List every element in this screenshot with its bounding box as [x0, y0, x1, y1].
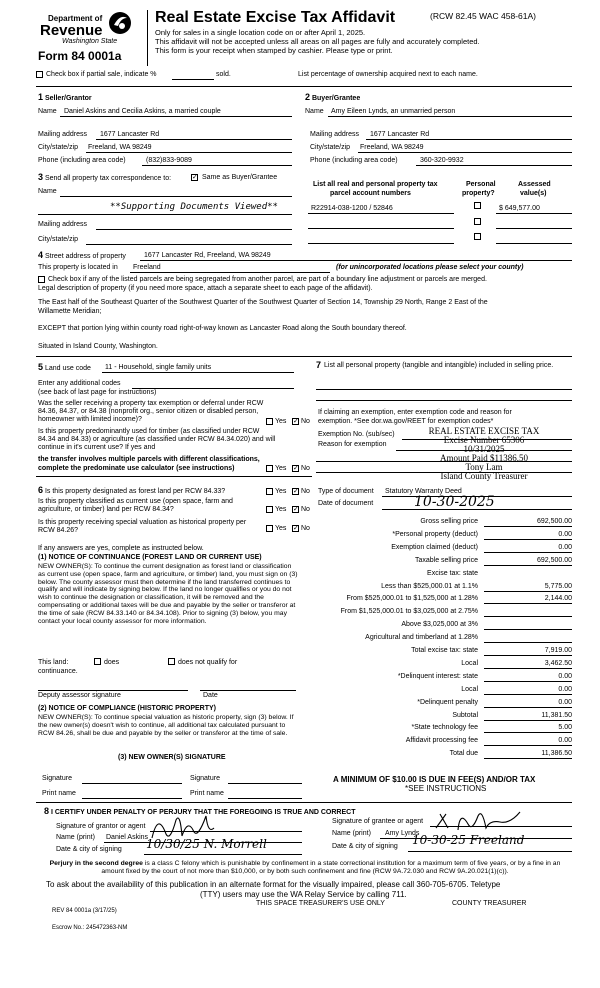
tax-row-line [484, 616, 572, 617]
street-line [140, 260, 572, 261]
personal-property-checkbox-3[interactable] [474, 233, 481, 240]
buyer-city-value[interactable]: Freeland, WA 98249 [360, 144, 424, 151]
stamp-treasurer-title: Island County Treasurer [440, 471, 528, 481]
q2-yes-label: Yes [275, 465, 287, 472]
new-owner-print-label-2: Print name [190, 790, 224, 797]
assessed-line-3 [496, 243, 572, 244]
seller-section-label: Seller/Grantor [44, 95, 92, 102]
tax-row-line [484, 655, 572, 656]
q2-no-checkbox[interactable]: ✓ [293, 465, 299, 472]
stamp-treasurer-name: Tony Lam [465, 462, 503, 472]
timber-agri-question: Is this property predominantly used for timber (as classified under RCW 84.34 and 84.33) or agriculture (as classified under RCW 84.34.020) and will continue in it's current use? If yes and [38, 428, 276, 452]
buyer-city-label: City/state/zip [310, 144, 351, 151]
partial-sale-checkbox[interactable] [36, 71, 43, 78]
state-label: Washington State [62, 38, 118, 45]
tax-row-line [484, 745, 572, 746]
grantor-date-label: Date & city of signing [56, 846, 122, 853]
seller-phone-label: Phone (including area code) [38, 157, 126, 164]
historic-no-label: No [301, 525, 310, 532]
perjury-notice-text: is a class C felony which is punishable by confinement in a state correctional institution for a maximum term of five years, or by a fine in an amount fixed by the court of not more than $10,000, or by both such confinement and fine (RCW 9A.72.030 and RCW 9A.20.021(1)(c)). [101, 860, 561, 875]
additional-codes-label: Enter any additional codes [38, 380, 121, 387]
tax-row-value[interactable]: 3,462.50 [544, 659, 572, 667]
buyer-phone-label: Phone (including area code) [310, 157, 398, 164]
grantee-sig-label: Signature of grantee or agent [332, 818, 424, 825]
stamp-line-1: REAL ESTATE EXCISE TAX [428, 426, 540, 436]
grantee-date-value[interactable]: 10-30-25 Freeland [412, 833, 525, 847]
exemption-deferral-question: Was the seller receiving a property tax exemption or deferral under RCW 84.36, 84.37, or 84.38 (nonprofit org., senior citizen or disabled person, homeowner with limited income)? [38, 400, 264, 424]
seller-city-line [86, 152, 292, 153]
seller-section-number: 1 [38, 92, 44, 102]
current-use-no-label: No [301, 506, 310, 513]
historic-yes-checkbox[interactable] [266, 525, 273, 532]
seller-name-line [60, 116, 292, 117]
tax-row-line [484, 539, 572, 540]
exemption-instr-2: exemption. *See dor.wa.gov/REET for exemption codes* [318, 418, 494, 425]
corr-name-label: Name [38, 188, 57, 195]
tax-row-line [484, 681, 572, 682]
stamp-excise-number: Excise Number 65306 [443, 435, 525, 445]
tax-row-label: Subtotal [452, 711, 478, 719]
new-owner-print-label-1: Print name [42, 790, 76, 797]
grantor-date-line [144, 854, 302, 855]
grantee-name-label: Name (print) [332, 830, 371, 837]
land-use-value[interactable]: 11 - Household, single family units [105, 364, 212, 371]
notice-compliance-text: NEW OWNER(S): To continue special valuation as historic property, sign (3) below. If the new owner(s) doesn't wish to continue, all additional tax calculated pursuant to RCW 84.26, shall be due and payable by the seller or transferor at the time of sale. [38, 714, 294, 737]
buyer-mail-value[interactable]: 1677 Lancaster Rd [370, 131, 430, 138]
supporting-docs-stamp: **Supporting Documents Viewed** [110, 202, 278, 212]
this-land-label: This land: [38, 659, 69, 666]
seller-city-label: City/state/zip [38, 144, 79, 151]
land-does-label: does [104, 659, 120, 666]
parcel-line-3 [308, 243, 454, 244]
page-title: Real Estate Excise Tax Affidavit [155, 9, 396, 26]
subtitle-3: This form is your receipt when stamped by cashier. Please type or print. [155, 46, 393, 55]
buyer-section-number: 2 [305, 92, 311, 102]
seller-section-title [38, 92, 92, 103]
located-label: This property is located in [38, 264, 118, 271]
tax-row-label: Exemption claimed (deduct) [391, 543, 478, 551]
escrow-number: Escrow No.: 245472363-NM [52, 925, 128, 931]
tax-row-label: From $525,000.01 to $1,525,000 at 1.28% [346, 595, 478, 603]
exemption-reason-label: Reason for exemption [318, 441, 387, 448]
tax-row-line [484, 552, 572, 553]
q1-yes-checkbox[interactable] [266, 418, 273, 425]
new-owner-sig-label-2: Signature [190, 775, 220, 782]
current-use-no-checkbox[interactable]: ✓ [293, 506, 299, 513]
any-yes-note: If any answers are yes, complete as instructed below. [38, 545, 204, 552]
header-divider [147, 10, 148, 66]
corr-line-2 [38, 214, 292, 215]
tax-row-label: *Delinquent interest: state [397, 672, 478, 680]
form-number: Form 84 0001a [38, 49, 122, 63]
tax-row-value[interactable]: 0.00 [558, 672, 572, 680]
subtitle-2: This affidavit will not be accepted unless all areas on all pages are fully and accurately completed. [155, 37, 480, 46]
tax-row-value[interactable]: 11,381.50 [541, 711, 572, 719]
alt-format-2: (TTY) users may use the WA Relay Service by calling 711. [200, 890, 407, 899]
assessed-line-2 [496, 228, 572, 229]
new-owner-print-line-2 [228, 798, 302, 799]
buyer-mail-label: Mailing address [310, 131, 360, 138]
current-use-question: Is this property classified as current use (open space, farm and agriculture, or timber) land per RCW 84.34? [38, 498, 233, 514]
section7-number: 7 [316, 360, 322, 370]
buyer-phone-value[interactable]: 360-320-9932 [420, 157, 464, 164]
deputy-sig-line [38, 690, 188, 691]
segregated-checkbox[interactable] [38, 276, 45, 283]
same-as-buyer-checkbox[interactable]: ✓ [192, 174, 198, 181]
current-use-yes-checkbox[interactable] [266, 506, 273, 513]
section3-number: 3 [38, 172, 44, 182]
forest-land-question: Is this property designated as forest land per RCW 84.33? [44, 488, 226, 495]
land-use-label: Land use code [44, 365, 91, 372]
new-owner-sig-line-2 [228, 783, 302, 784]
grantor-sig-label: Signature of grantor or agent [56, 823, 146, 830]
same-as-buyer-label: Same as Buyer/Grantee [202, 174, 278, 181]
legal-description-label: Legal description of property (if you need more space, attach a separate sheet to each page of the affidavit). [38, 285, 373, 292]
tax-row-line [484, 642, 572, 643]
corr-city-label: City/state/zip [38, 236, 79, 243]
assessed-value[interactable]: $ 649,577.00 [499, 205, 540, 212]
see-instructions-note: *SEE INSTRUCTIONS [405, 784, 487, 793]
street-value[interactable]: 1677 Lancaster Rd, Freeland, WA 98249 [144, 252, 271, 259]
new-owner-sig-label-1: Signature [42, 775, 72, 782]
personal-col-header-1: Personal [466, 181, 496, 188]
q2-yes-checkbox[interactable] [266, 465, 273, 472]
tax-row-label: Less than $525,000.01 at 1.1% [381, 582, 478, 590]
treasurer-use-label: THIS SPACE TREASURER'S USE ONLY [256, 900, 385, 907]
seller-mail-value[interactable]: 1677 Lancaster Rd [100, 131, 160, 138]
legal-description-2: Willamette Meridian; [38, 308, 102, 315]
rule-top [36, 86, 572, 87]
tax-row-line [484, 526, 572, 527]
seller-phone-value[interactable]: (832)833-9089 [146, 157, 192, 164]
treasurer-stamp [404, 427, 564, 481]
parcel-line-1 [308, 213, 454, 214]
tax-row-label: Total excise tax: state [411, 647, 478, 654]
buyer-name-value[interactable]: Amy Eileen Lynds, an unmarried person [331, 108, 456, 115]
personal-property-checkbox-2[interactable] [474, 218, 481, 225]
perjury-notice [38, 860, 572, 876]
tax-row-value[interactable]: 11,386.50 [541, 750, 572, 758]
section4-street-row [38, 250, 126, 261]
grantee-date-line [408, 851, 572, 852]
partial-sold-label: sold. [216, 71, 231, 78]
unincorporated-note: (for unincorporated locations please select your county) [336, 264, 524, 271]
section4-number: 4 [38, 250, 44, 260]
continuance-label: continuance. [38, 668, 78, 675]
corr-mail-label: Mailing address [38, 221, 88, 228]
tax-row-line [484, 732, 572, 733]
legal-description-1: The East half of the Southeast Quarter of the Southwest Quarter of the Southwest Quarter of Section 14, Township 29 North, Range 2 East of the [38, 299, 488, 306]
ownership-note: List percentage of ownership acquired next to each name. [298, 71, 478, 78]
buyer-phone-line [416, 165, 572, 166]
buyer-section-label: Buyer/Grantee [311, 95, 361, 102]
doc-type-label: Type of document [318, 488, 374, 495]
seller-mail-label: Mailing address [38, 131, 88, 138]
section7-text: List all personal property (tangible and intangible) included in selling price. [324, 362, 554, 369]
q1-yes-label: Yes [275, 418, 287, 425]
personal-property-line-1 [316, 389, 572, 390]
doc-date-value[interactable]: 10-30-2025 [414, 494, 495, 510]
perjury-notice-bold: Perjury in the second degree [49, 860, 143, 867]
seller-phone-line [142, 165, 292, 166]
seller-city-value[interactable]: Freeland, WA 98249 [88, 144, 152, 151]
certify-statement: I CERTIFY UNDER PENALTY OF PERJURY THAT THE FOREGOING IS TRUE AND CORRECT [50, 809, 356, 816]
land-does-not-label: does not qualify for [178, 659, 238, 666]
new-owner-print-line-1 [82, 798, 182, 799]
assessed-line-1 [496, 213, 572, 214]
buyer-city-line [358, 152, 572, 153]
grantor-name-label: Name (print) [56, 834, 95, 841]
parcel-col-header-1: List all real and personal property tax [313, 181, 438, 188]
corr-mail-line [96, 229, 292, 230]
grantee-sig-line [430, 826, 572, 827]
partial-percent-line [172, 79, 214, 80]
tax-row-value[interactable]: 692,500.00 [536, 518, 572, 525]
land-use-line [102, 372, 294, 373]
assessed-col-header-2: value(s) [520, 190, 547, 197]
doc-type-value[interactable]: Statutory Warranty Deed [385, 488, 462, 495]
subtitle-1: Only for sales in a single location code on or after April 1, 2025. [155, 28, 366, 37]
doc-date-label: Date of document [318, 500, 374, 507]
form-revision: REV 84 0001a (3/17/25) [52, 908, 117, 914]
minimum-fee-note: A MINIMUM OF $10.00 IS DUE IN FEE(S) AND/OR TAX [333, 775, 536, 784]
notice-continuance-text: NEW OWNER(S): To continue the current designation as forest land or classification as current use (open space, farm and agriculture, or timber) land, you must sign on (3) below. The county assessor must then determine if the land transferred continues to qualify and will indicate by signing below. If the land no longer qualifies or you do not wish to continue the designation or classification, it will be removed and the compensating or additional taxes will be due and payable by the seller or transferor at the time of sale (RCW 84.33.140 or 84.34.108). Prior to signing (3) below, you may contact your local county assessor for more information. [38, 563, 298, 625]
parcel-number[interactable]: R22914-038-1200 / 52846 [311, 205, 393, 212]
forest-no-label: No [301, 488, 310, 495]
located-line [130, 272, 330, 273]
deputy-date-line [200, 690, 296, 691]
grantor-sig-line [150, 831, 302, 832]
buyer-mail-line [366, 139, 572, 140]
tax-row-value[interactable]: 0.00 [558, 698, 572, 706]
grantee-signature [430, 806, 526, 836]
buyer-section-title [305, 92, 360, 103]
dept-label: Department of [48, 14, 103, 23]
tax-row-line [484, 707, 572, 708]
buyer-name-label: Name [305, 108, 324, 115]
notice-continuance-title: (1) NOTICE OF CONTINUANCE (FOREST LAND OR CURRENT USE) [38, 554, 262, 561]
legal-description-3: EXCEPT that portion lying within county road right-of-way known as Lancaster Road along the South boundary thereof. [38, 325, 407, 332]
section8-number: 8 [44, 806, 50, 816]
tax-row-line [484, 603, 572, 604]
grantee-date-label: Date & city of signing [332, 843, 398, 850]
land-does-not-checkbox[interactable] [168, 658, 175, 665]
stamp-amount-paid: Amount Paid $11386.50 [440, 453, 528, 463]
tax-row-label: From $1,525,000.01 to $3,025,000 at 2.75% [340, 608, 478, 616]
tax-row-value[interactable]: 0.00 [558, 737, 572, 745]
section6-number: 6 [38, 485, 44, 495]
tax-row-value[interactable]: 5.00 [558, 724, 572, 732]
tax-row-label: Total due [449, 750, 478, 758]
seller-name-value[interactable]: Daniel Askins and Cecilia Askins, a married couple [64, 108, 221, 115]
parcel-col-header-2: parcel account numbers [330, 190, 411, 197]
tax-row-value[interactable]: 0.00 [558, 530, 572, 538]
tax-row-value[interactable]: 692,500.00 [536, 556, 572, 564]
tax-row-line [484, 758, 572, 759]
rule-section4 [36, 356, 572, 357]
tax-row-label: Excise tax: state [427, 569, 478, 577]
street-label: Street address of property [44, 253, 126, 260]
q1-no-checkbox[interactable]: ✓ [293, 418, 299, 425]
grantor-name-value[interactable]: Daniel Askins [106, 834, 149, 841]
grantee-name-value[interactable]: Amy Lynds [385, 830, 420, 837]
section3-label: Send all property tax correspondence to: [44, 175, 172, 182]
rcw-reference: (RCW 82.45 WAC 458-61A) [430, 11, 536, 21]
land-does-checkbox[interactable] [94, 658, 101, 665]
new-owner-sig-title: (3) NEW OWNER(S) SIGNATURE [118, 754, 226, 761]
tax-row-line [484, 668, 572, 669]
deputy-sig-label: Deputy assessor signature [38, 692, 121, 699]
corr-city-line [86, 244, 292, 245]
alt-format-1: To ask about the availability of this publication in an alternate format for the visually impaired, please call 360-705-6705. Teletype [46, 880, 501, 889]
tax-row-value[interactable]: 5,775.00 [544, 582, 572, 590]
tax-row-line [484, 565, 572, 566]
additional-codes-note: (see back of last page for instructions) [38, 389, 157, 396]
forest-yes-label: Yes [275, 488, 287, 495]
timber-agri-question-c: complete the predominate use calculator (see instructions) [38, 465, 235, 472]
current-use-yes-label: Yes [275, 506, 287, 513]
notice-compliance-title: (2) NOTICE OF COMPLIANCE (HISTORIC PROPERTY) [38, 705, 216, 712]
corr-name-line [60, 196, 292, 197]
rule-section5 [36, 476, 312, 477]
rule-section8 [36, 802, 572, 803]
tax-row-label: Taxable selling price [414, 556, 478, 564]
personal-property-checkbox-1[interactable] [474, 202, 481, 209]
county-treasurer-label: COUNTY TREASURER [452, 900, 527, 907]
tax-row-value[interactable]: 2,144.00 [544, 595, 572, 603]
forest-no-checkbox[interactable]: ✓ [293, 488, 299, 495]
located-value[interactable]: Freeland [133, 264, 161, 271]
personal-col-header-2: property? [462, 190, 495, 197]
parcel-line-2 [308, 228, 454, 229]
tax-row-label: *Personal property (deduct) [392, 530, 478, 538]
tax-row-value[interactable]: 0.00 [558, 543, 572, 551]
revenue-logo-icon [108, 10, 132, 36]
section5-land-use-row [38, 362, 91, 373]
historic-yes-label: Yes [275, 525, 287, 532]
additional-codes-line [132, 388, 294, 389]
tax-row-label: Local [461, 659, 478, 667]
exemption-instr-1: If claiming an exemption, enter exemption code and reason for [318, 409, 512, 416]
segregated-label: Check box if any of the listed parcels are being segregated from another parcel, are part of a boundary line adjustment or parcels are merged. [48, 276, 487, 283]
grantor-date-value[interactable]: 10/30/25 N. Morrell [146, 837, 267, 851]
tax-row-label: Gross selling price [420, 518, 478, 525]
tax-row-line [484, 629, 572, 630]
q2-no-label: No [301, 465, 310, 472]
revenue-logo-text: Revenue [40, 22, 103, 39]
legal-description-4: Situated in Island County, Washington. [38, 343, 158, 350]
tax-row-label: Local [461, 685, 478, 693]
section6-q1-row [38, 485, 225, 496]
tax-row-value[interactable]: 0.00 [558, 685, 572, 693]
tax-row-label: Above $3,025,000 at 3% [401, 621, 478, 629]
new-owner-sig-line-1 [82, 783, 182, 784]
tax-row-label: *Delinquent penalty [417, 698, 478, 706]
partial-sale-label: Check box if partial sale, indicate % [46, 71, 157, 78]
section5-number: 5 [38, 362, 44, 372]
buyer-name-line [328, 116, 572, 117]
section3-title [38, 172, 171, 183]
tax-row-line [484, 694, 572, 695]
tax-row-value[interactable]: 7,919.00 [544, 647, 572, 654]
forest-yes-checkbox[interactable] [266, 488, 273, 495]
stamp-date: 10/31/2025 [463, 444, 505, 454]
personal-property-line-2 [316, 400, 572, 401]
tax-row-line [484, 720, 572, 721]
tax-row-label: Affidavit processing fee [405, 737, 478, 745]
seller-name-label: Name [38, 108, 57, 115]
deputy-date-label: Date [203, 692, 218, 699]
historic-question: Is this property receiving special valuation as historical property per RCW 84.26? [38, 519, 247, 535]
assessed-col-header-1: Assessed [518, 181, 551, 188]
tax-row-label: Agricultural and timberland at 1.28% [365, 634, 478, 642]
doc-date-line [382, 509, 572, 510]
seller-mail-line [96, 139, 292, 140]
tax-row-line [484, 591, 572, 592]
historic-no-checkbox[interactable]: ✓ [293, 525, 299, 532]
timber-agri-question-b: the transfer involves multiple parcels with different classifications, [38, 456, 260, 463]
tax-row-label: *State technology fee [411, 724, 478, 732]
exemption-no-label: Exemption No. (sub/sec) [318, 431, 395, 438]
q1-no-label: No [301, 418, 310, 425]
